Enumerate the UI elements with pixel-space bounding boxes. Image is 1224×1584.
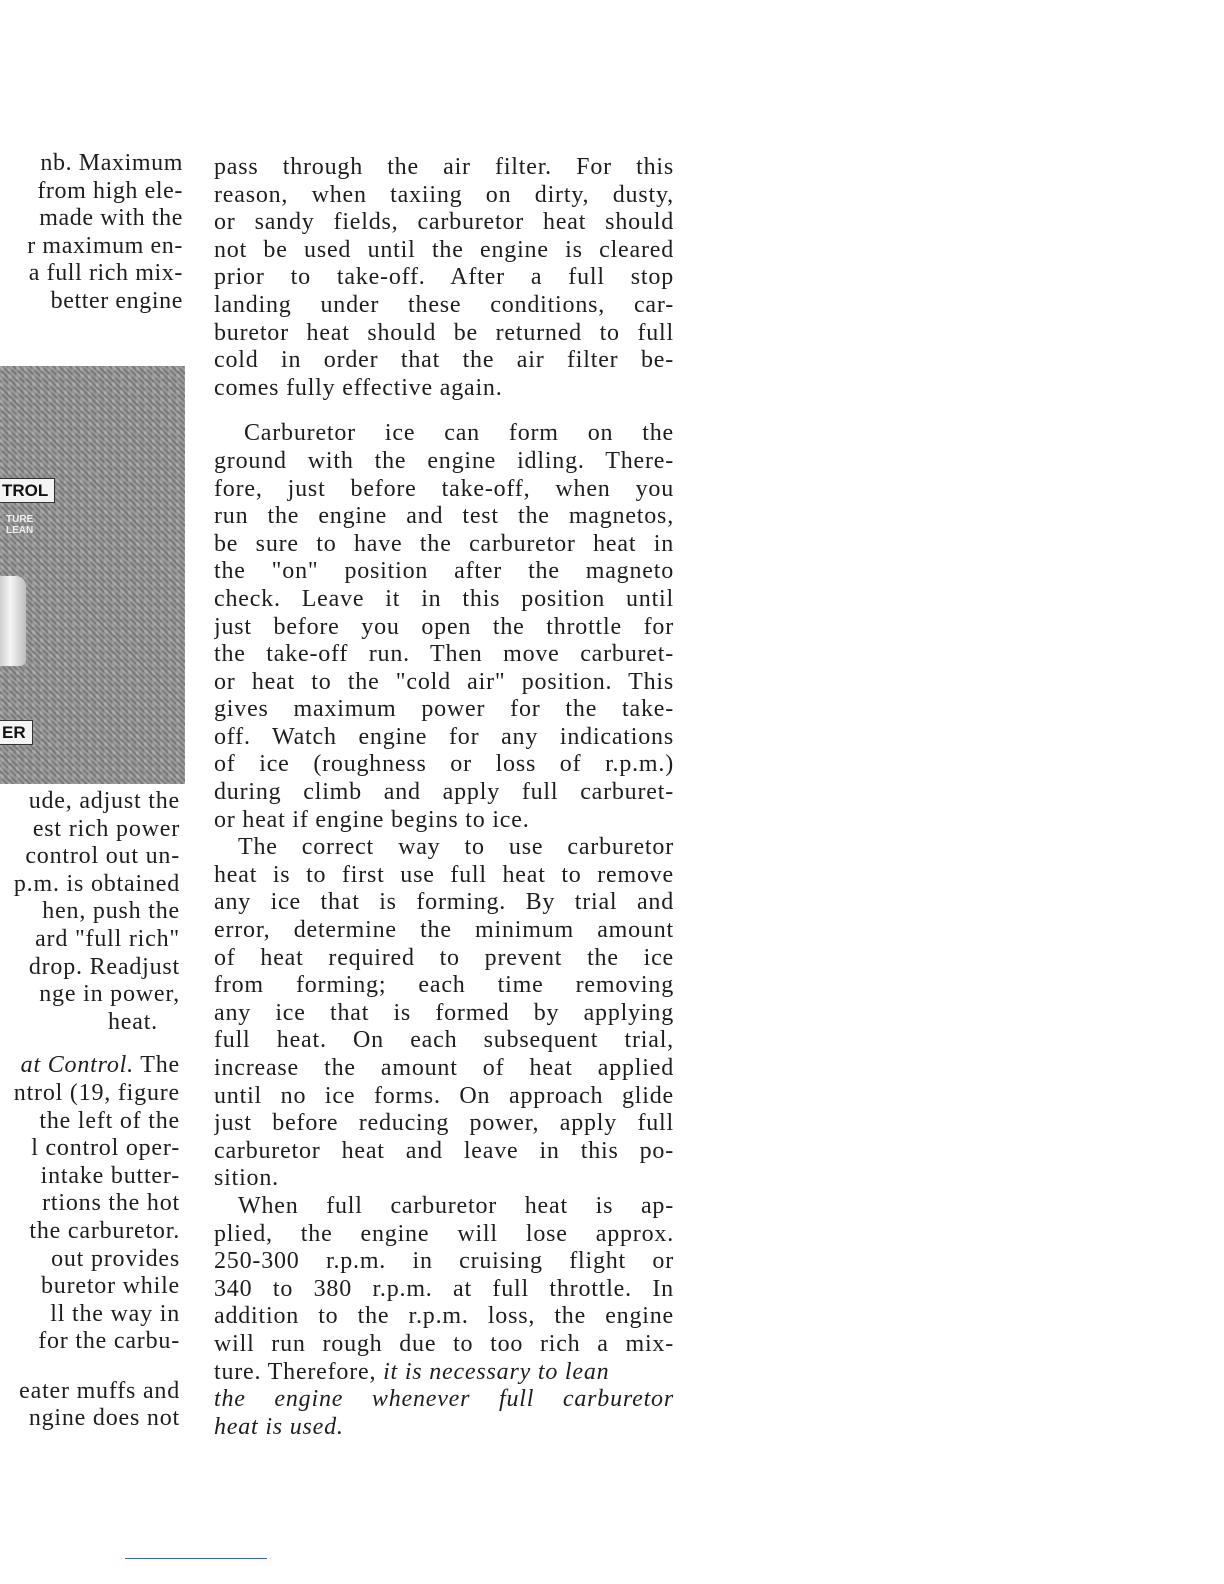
text-line: When full carburetor heat is ap- (238, 1192, 674, 1219)
photo-label-mixture: TURE LEAN (6, 514, 34, 536)
section-heading-line: at Control. The (20, 1052, 180, 1079)
text-line: heat is to first use full heat to remove (214, 861, 674, 888)
text-line: control out un- (25, 843, 180, 870)
text-line: check. Leave it in this position until (214, 585, 674, 612)
text-line: ntrol (19, figure (13, 1079, 180, 1106)
paragraph-full-heat (214, 1193, 674, 1441)
text-line: or heat to the "cold air" position. This (214, 668, 674, 695)
text-line: from high ele- (37, 177, 183, 204)
photo-label-bottom: ER (0, 720, 33, 745)
text-line: just before you open the throttle for (214, 613, 674, 640)
text-line: intake butter- (40, 1162, 180, 1189)
text-line: run the engine and test the magnetos, (214, 503, 674, 530)
text-line-mixed (214, 1359, 674, 1387)
text-line: until no ice forms. On approach glide (214, 1082, 674, 1109)
text-line: the "on" position after the magneto (214, 558, 674, 585)
paragraph-gap (214, 402, 674, 420)
text-line: ll the way in (50, 1300, 180, 1327)
cockpit-controls-photo (0, 366, 185, 784)
text-line: 340 to 380 r.p.m. at full throttle. In (214, 1275, 674, 1302)
text-line: prior to take-off. After a full stop (214, 264, 674, 291)
text-line: reason, when taxiing on dirty, dusty, (214, 181, 674, 208)
text-line: hen, push the (42, 898, 180, 925)
right-column (214, 154, 674, 1441)
text-line: not be used until the engine is cleared (214, 236, 674, 263)
text-line: fore, just before take-off, when you (214, 475, 674, 502)
text-line: drop. Readjust (28, 953, 180, 980)
text-line: sition. (214, 1165, 279, 1192)
text-line: Carburetor ice can form on the (244, 420, 674, 447)
text-line: made with the (39, 205, 183, 232)
mixture-lever-image (0, 576, 26, 666)
text-line: be sure to have the carburetor heat in (214, 530, 674, 557)
text-line: from forming; each time removing (214, 972, 674, 999)
text-line: ard "full rich" (35, 925, 180, 952)
text-line: gives maximum power for the take- (214, 696, 674, 723)
text-line: est rich power (32, 815, 180, 842)
text-line: full heat. On each subsequent trial, (214, 1027, 674, 1054)
text-line: nge in power, (39, 981, 180, 1008)
footer-rule (125, 1558, 267, 1559)
text-line: error, determine the minimum amount (214, 917, 674, 944)
text-line: any ice that is forming. By trial and (214, 889, 674, 916)
paragraph-gap (0, 1036, 180, 1052)
text-line: the take-off run. Then move carburet- (214, 641, 674, 668)
text-line: plied, the engine will lose approx. (214, 1220, 674, 1247)
text-line: or sandy fields, carburetor heat should (214, 209, 674, 236)
text-line: of heat required to prevent the ice (214, 944, 674, 971)
text-line: any ice that is formed by applying (214, 999, 674, 1026)
text-line: cold in order that the air filter be- (214, 347, 674, 374)
text-line: The correct way to use carburetor (238, 834, 674, 861)
photo-label-control: TROL (0, 478, 55, 503)
text-line: nb. Maximum (40, 150, 183, 176)
paragraph-gap (0, 1356, 180, 1378)
text-line: ngine does not (28, 1405, 180, 1432)
text-line: out provides (51, 1245, 180, 1272)
text-line: of ice (roughness or loss of r.p.m.) (214, 751, 674, 778)
text-line-italic: heat is used. (214, 1413, 344, 1440)
text-line: p.m. is obtained (13, 870, 180, 897)
text-line: buretor heat should be returned to full (214, 319, 674, 346)
text-line: ground with the engine idling. There- (214, 447, 674, 474)
text-line: off. Watch engine for any indications (214, 723, 674, 750)
text-line: ude, adjust the (28, 788, 180, 814)
paragraph-correct-way (214, 834, 674, 1193)
text-italic: it is necessary to lean (383, 1358, 610, 1385)
left-column (0, 150, 183, 316)
text-line: carburetor heat and leave in this po- (214, 1137, 674, 1164)
text-line: a full rich mix- (28, 260, 183, 287)
paragraph-air-filter (214, 154, 674, 402)
text-line: buretor while (40, 1273, 180, 1300)
left-column-lower (0, 788, 180, 1433)
text-line: landing under these conditions, car- (214, 291, 674, 318)
paragraph-carburetor-ice (214, 420, 674, 834)
text-line: rtions the hot (42, 1190, 180, 1217)
text-line: pass through the air filter. For this (214, 154, 674, 180)
text-line: comes fully effective again. (214, 374, 503, 401)
text-line: heat. (108, 1008, 158, 1035)
text-line: just before reducing power, apply full (214, 1110, 674, 1137)
text-line: r maximum en- (27, 232, 183, 259)
text-line: 250-300 r.p.m. in cruising flight or (214, 1248, 674, 1275)
text-line: or heat if engine begins to ice. (214, 806, 530, 833)
text-line: during climb and apply full carburet- (214, 779, 674, 806)
text-line-italic: the engine whenever full carburetor (214, 1386, 674, 1413)
text-line: increase the amount of heat applied (214, 1055, 674, 1081)
text-line: the left of the (39, 1107, 180, 1134)
text-line: addition to the r.p.m. loss, the engine (214, 1303, 674, 1330)
text-line: the carburetor. (29, 1217, 180, 1244)
text-line: better engine (50, 287, 183, 314)
text-plain: ture. Therefore, (214, 1358, 384, 1385)
text-line: for the carbu- (38, 1328, 180, 1355)
text-line: eater muffs and (19, 1377, 180, 1404)
text-line: l control oper- (31, 1135, 180, 1162)
text-line: will run rough due to too rich a mix- (214, 1330, 674, 1357)
